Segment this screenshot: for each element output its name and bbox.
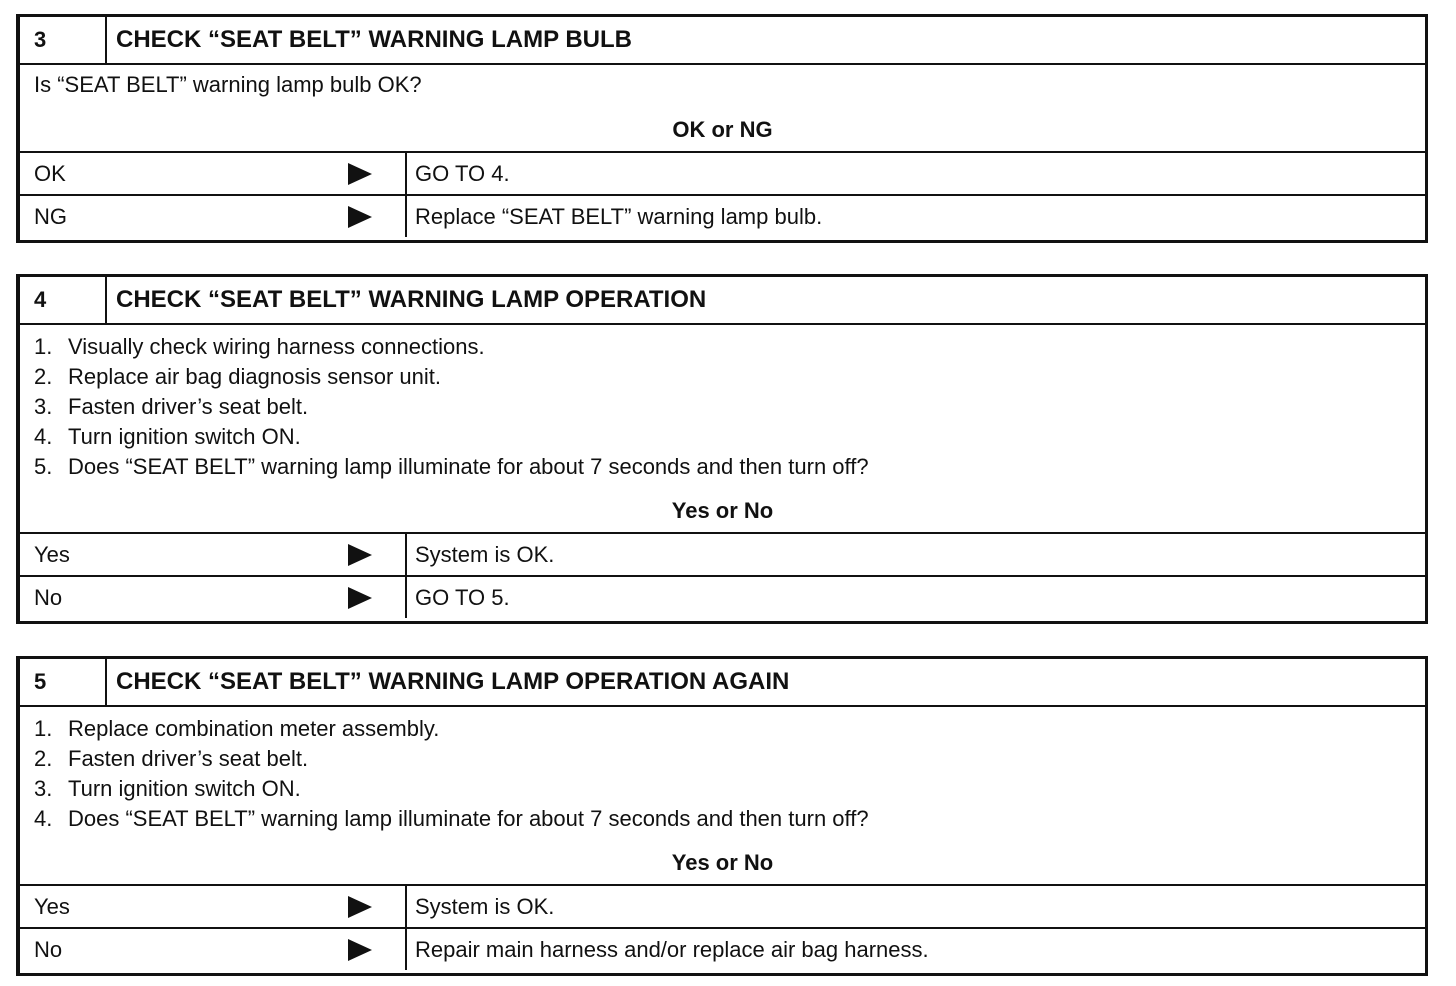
arrow-right-icon <box>348 163 372 185</box>
column-divider <box>405 153 407 194</box>
step-header <box>20 17 1425 65</box>
column-divider <box>405 577 407 618</box>
list-item: 2. Replace air bag diagnosis sensor unit. <box>34 364 442 389</box>
arrow-right-icon <box>348 896 372 918</box>
choice-label: Yes or No <box>671 850 774 875</box>
result-answer: OK <box>34 161 66 186</box>
result-action: System is OK. <box>415 894 555 919</box>
choice-label: Yes or No <box>671 498 774 523</box>
column-divider <box>405 929 407 970</box>
instruction-list <box>34 714 869 834</box>
arrow-right-icon <box>348 206 372 228</box>
result-row-ng <box>20 194 1425 237</box>
list-item: 4. Turn ignition switch ON. <box>34 424 301 449</box>
step-number: 4 <box>20 277 107 323</box>
result-action: Replace “SEAT BELT” warning lamp bulb. <box>415 204 823 229</box>
result-action: Repair main harness and/or replace air bag harness. <box>415 937 929 962</box>
step-number: 3 <box>20 17 107 63</box>
result-action: GO TO 4. <box>415 161 510 186</box>
result-row-no <box>20 927 1425 970</box>
column-divider <box>405 196 407 237</box>
choice-label: OK or NG <box>672 117 773 142</box>
arrow-right-icon <box>348 544 372 566</box>
column-divider <box>405 886 407 927</box>
list-item: 2. Fasten driver’s seat belt. <box>34 746 309 771</box>
step-number: 5 <box>20 659 107 705</box>
result-answer: Yes <box>34 894 70 919</box>
result-row-no <box>20 575 1425 618</box>
step-5-box <box>16 656 1428 976</box>
result-row-yes <box>20 884 1425 927</box>
step-title: CHECK “SEAT BELT” WARNING LAMP BULB <box>116 26 632 53</box>
step-4-box <box>16 274 1428 624</box>
list-item: 3. Turn ignition switch ON. <box>34 776 301 801</box>
step-question: Is “SEAT BELT” warning lamp bulb OK? <box>34 72 422 97</box>
result-action: System is OK. <box>415 542 555 567</box>
list-item: 1. Visually check wiring harness connections. <box>34 334 485 359</box>
result-answer: NG <box>34 204 67 229</box>
list-item: 3. Fasten driver’s seat belt. <box>34 394 309 419</box>
result-row-ok <box>20 151 1425 194</box>
instruction-list <box>34 332 869 482</box>
step-header <box>20 659 1425 707</box>
result-answer: No <box>34 585 63 610</box>
result-action: GO TO 5. <box>415 585 510 610</box>
arrow-right-icon <box>348 587 372 609</box>
result-answer: No <box>34 937 63 962</box>
step-title: CHECK “SEAT BELT” WARNING LAMP OPERATION AGAIN <box>116 668 790 695</box>
arrow-right-icon <box>348 939 372 961</box>
result-row-yes <box>20 532 1425 575</box>
list-item: 4. Does “SEAT BELT” warning lamp illuminate for about 7 seconds and then turn off? <box>34 806 869 831</box>
step-3-box <box>16 14 1428 243</box>
list-item: 5. Does “SEAT BELT” warning lamp illuminate for about 7 seconds and then turn off? <box>34 454 869 479</box>
column-divider <box>405 534 407 575</box>
result-answer: Yes <box>34 542 70 567</box>
step-title: CHECK “SEAT BELT” WARNING LAMP OPERATION <box>116 286 707 313</box>
list-item: 1. Replace combination meter assembly. <box>34 716 440 741</box>
step-header <box>20 277 1425 325</box>
